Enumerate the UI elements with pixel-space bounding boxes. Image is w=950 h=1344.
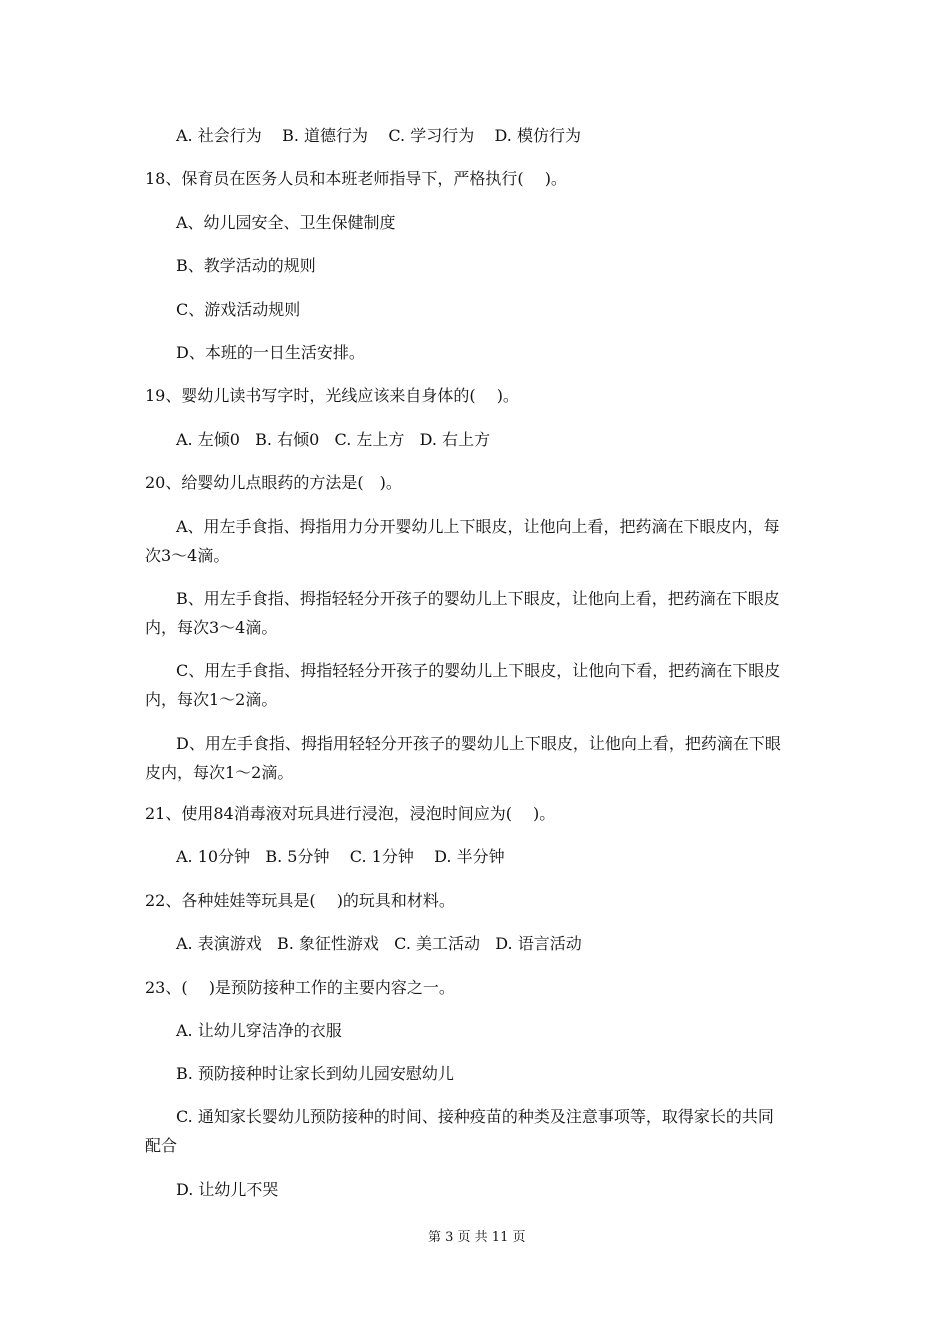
q21-options: A. 10分钟 B. 5分钟 C. 1分钟 D. 半分钟 <box>176 847 505 866</box>
q22-options: A. 表演游戏 B. 象征性游戏 C. 美工活动 D. 语言活动 <box>176 934 582 953</box>
q20-option-c-line1: C、用左手食指、拇指轻轻分开孩子的婴幼儿上下眼皮，让他向下看，把药滴在下眼皮 <box>176 661 781 680</box>
q20-option-d-line2: 皮内，每次1～2滴。 <box>145 763 294 782</box>
q18-option-b: B、教学活动的规则 <box>176 256 316 275</box>
q20-option-b-line1: B、用左手食指、拇指轻轻分开孩子的婴幼儿上下眼皮，让他向上看，把药滴在下眼皮 <box>176 589 780 608</box>
q18-option-a: A、幼儿园安全、卫生保健制度 <box>176 213 396 232</box>
q21-stem: 21、使用84消毒液对玩具进行浸泡，浸泡时间应为( )。 <box>145 804 556 823</box>
q18-option-c: C、游戏活动规则 <box>176 300 301 319</box>
q20-stem: 20、给婴幼儿点眼药的方法是( )。 <box>145 473 402 492</box>
q18-stem: 18、保育员在医务人员和本班老师指导下，严格执行( )。 <box>145 169 567 188</box>
q23-option-c-line2: 配合 <box>145 1136 178 1155</box>
q19-stem: 19、婴幼儿读书写字时，光线应该来自身体的( )。 <box>145 386 519 405</box>
q23-option-a: A. 让幼儿穿洁净的衣服 <box>176 1021 342 1040</box>
q18-option-d: D、本班的一日生活安排。 <box>176 343 365 362</box>
q20-option-d-line1: D、用左手食指、拇指用轻轻分开孩子的婴幼儿上下眼皮，让他向上看，把药滴在下眼 <box>176 734 781 753</box>
page-number-footer: 第 3 页 共 11 页 <box>428 1230 526 1245</box>
q23-option-d: D. 让幼儿不哭 <box>176 1180 279 1199</box>
q20-option-b-line2: 内，每次3～4滴。 <box>145 618 278 637</box>
q20-option-c-line2: 内，每次1～2滴。 <box>145 690 278 709</box>
q23-option-b: B. 预防接种时让家长到幼儿园安慰幼儿 <box>176 1064 454 1083</box>
q23-option-c-line1: C. 通知家长婴幼儿预防接种的时间、接种疫苗的种类及注意事项等，取得家长的共同 <box>176 1107 774 1126</box>
q17-options: A. 社会行为 B. 道德行为 C. 学习行为 D. 模仿行为 <box>176 126 581 145</box>
q20-option-a-line2: 次3～4滴。 <box>145 546 230 565</box>
q20-option-a-line1: A、用左手食指、拇指用力分开婴幼儿上下眼皮，让他向上看，把药滴在下眼皮内，每 <box>176 517 780 536</box>
q19-options: A. 左倾0 B. 右倾0 C. 左上方 D. 右上方 <box>176 430 491 449</box>
q23-stem: 23、( )是预防接种工作的主要内容之一。 <box>145 978 455 997</box>
q22-stem: 22、各种娃娃等玩具是( )的玩具和材料。 <box>145 891 455 910</box>
